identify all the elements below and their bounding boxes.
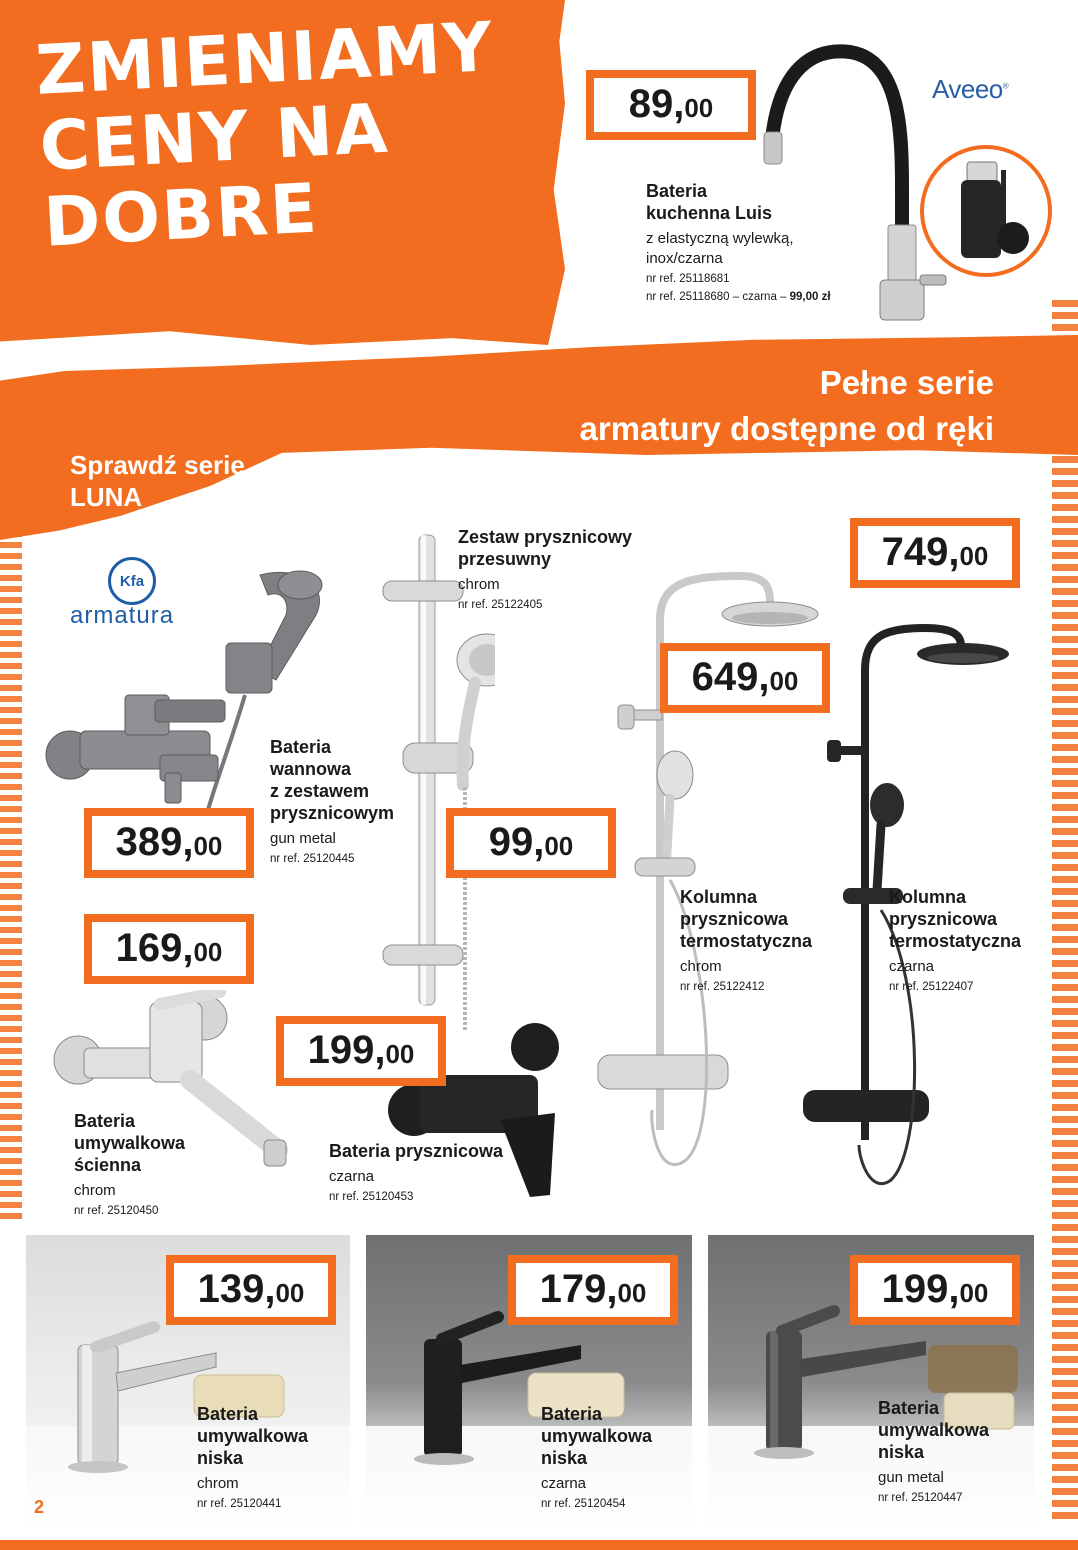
product-title-line: umywalkowa — [878, 1420, 990, 1440]
price-int: 99, — [488, 820, 545, 864]
product-wannowa — [270, 736, 440, 868]
price-tag-prysznicowa — [276, 1016, 446, 1086]
price-dec: 00 — [684, 93, 714, 123]
product-luis — [646, 180, 906, 306]
product-title — [680, 886, 840, 952]
product-title-line: Bateria — [541, 1404, 603, 1424]
left-edge-texture — [0, 520, 22, 1220]
product-ref: nr ref. 25120445 — [270, 853, 355, 865]
product-title — [74, 1110, 234, 1176]
product-title-line: Bateria — [878, 1398, 940, 1418]
price-tag-scienna — [84, 914, 254, 984]
product-variant: gun metal — [270, 830, 336, 847]
product-title-line: Bateria — [270, 737, 332, 757]
product-variant — [646, 228, 906, 270]
product-ref: nr ref. 25120441 — [197, 1498, 282, 1510]
price-int: 199, — [881, 1267, 960, 1311]
price-dec: 00 — [959, 541, 989, 571]
product-ref: nr ref. 25122407 — [889, 981, 974, 993]
photo-card-niska-czarna — [366, 1235, 692, 1531]
aveeo-logo-text: Aveeo — [932, 74, 1003, 104]
product-title-line: Kolumna — [889, 887, 967, 907]
promo-band-text — [580, 360, 994, 452]
series-callout-line-1: Sprawdź serię — [70, 450, 245, 480]
headline-line-2: CENY NA — [37, 89, 392, 187]
product-variant: czarna — [889, 958, 935, 975]
price-tag-niska-czarna — [508, 1255, 678, 1325]
price-tag-zestaw — [446, 808, 616, 878]
product-title-line: prysznicowa — [889, 909, 998, 929]
product-title — [878, 1397, 1028, 1463]
price-int: 749, — [881, 530, 960, 574]
product-niska-czarna — [541, 1403, 691, 1513]
product-kolumna-chrom — [680, 886, 840, 996]
price-dec: 00 — [193, 937, 223, 967]
product-variant: chrom — [680, 958, 722, 975]
product-title-line: wannowa — [270, 759, 352, 779]
product-niska-chrom — [197, 1403, 347, 1513]
product-title — [329, 1140, 549, 1162]
product-variant: chrom — [74, 1182, 116, 1199]
right-edge-texture — [1052, 300, 1078, 1520]
series-callout-line-2: LUNA — [70, 482, 143, 512]
product-title-line: niska — [541, 1448, 588, 1468]
price-tag-niska-chrom — [166, 1255, 336, 1325]
product-kolumna-czarna — [889, 886, 1049, 996]
product-title-line: Zestaw prysznicowy — [458, 527, 633, 547]
product-title-line: ścienna — [74, 1155, 142, 1175]
product-title-line: Kolumna — [680, 887, 758, 907]
product-title — [889, 886, 1049, 952]
product-title-line: Bateria — [646, 181, 708, 201]
product-title-line: prysznicowa — [680, 909, 789, 929]
price-dec: 00 — [617, 1278, 647, 1308]
product-niska-gun — [878, 1397, 1028, 1507]
product-variant: gun metal — [878, 1469, 944, 1486]
product-ref-alt — [646, 288, 906, 306]
product-variant: czarna — [541, 1475, 587, 1492]
product-variant: chrom — [197, 1475, 239, 1492]
product-title-line: z zestawem — [270, 781, 370, 801]
price-tag-kolumna-chrom — [660, 643, 830, 713]
product-ref: nr ref. 25118681 — [646, 273, 730, 285]
price-int: 649, — [691, 655, 770, 699]
product-title-line: prysznicowym — [270, 803, 395, 823]
price-tag-wannowa — [84, 808, 254, 878]
kfa-logo-wordmark: armatura — [70, 602, 175, 629]
product-ref: nr ref. 25120454 — [541, 1498, 626, 1510]
product-ref: nr ref. 25122412 — [680, 981, 765, 993]
product-title-line: umywalkowa — [541, 1426, 653, 1446]
product-title-line: termostatyczna — [889, 931, 1022, 951]
photo-card-niska-gun — [708, 1235, 1034, 1531]
product-title-line: termostatyczna — [680, 931, 813, 951]
price-dec: 00 — [959, 1278, 989, 1308]
photo-card-niska-chrom — [26, 1235, 350, 1531]
price-int: 89, — [628, 82, 685, 126]
price-dec: 00 — [385, 1039, 415, 1069]
price-int: 389, — [115, 820, 194, 864]
price-int: 179, — [539, 1267, 618, 1311]
product-title-line: Bateria — [197, 1404, 259, 1424]
series-callout — [70, 449, 245, 513]
price-int: 169, — [115, 926, 194, 970]
headline — [34, 7, 565, 262]
headline-line-1: ZMIENIAMY — [33, 8, 496, 111]
kitchen-faucet-detail-image — [917, 142, 1055, 280]
product-title — [270, 736, 440, 824]
price-dec: 00 — [275, 1278, 305, 1308]
product-title-line: niska — [878, 1442, 925, 1462]
product-ref: nr ref. 25122405 — [458, 599, 543, 611]
product-ref: nr ref. 25120447 — [878, 1492, 963, 1504]
price-int: 199, — [307, 1028, 386, 1072]
product-scienna — [74, 1110, 234, 1220]
price-dec: 00 — [193, 831, 223, 861]
price-dec: 00 — [769, 666, 799, 696]
product-title-line: niska — [197, 1448, 244, 1468]
promo-band-line-1: Pełne serie — [819, 364, 994, 401]
registered-mark: ® — [1002, 81, 1009, 91]
product-ref: nr ref. 25120450 — [74, 1205, 159, 1217]
product-title-line: przesuwny — [458, 549, 552, 569]
product-prysznicowa — [329, 1140, 549, 1206]
page-number: 2 — [34, 1497, 45, 1517]
product-title-line: Bateria — [74, 1111, 136, 1131]
product-title — [197, 1403, 347, 1469]
price-dec: 00 — [544, 831, 574, 861]
product-ref-alt-price: 99,00 zł — [789, 291, 831, 303]
product-ref: nr ref. 25120453 — [329, 1191, 414, 1203]
product-variant-line: inox/czarna — [646, 250, 723, 267]
product-ref-alt-text: nr ref. 25118680 – czarna – — [646, 291, 790, 303]
bottom-edge-strip — [0, 1540, 1078, 1550]
product-variant: czarna — [329, 1168, 375, 1185]
price-tag-kolumna-czarna — [850, 518, 1020, 588]
price-tag-niska-gun — [850, 1255, 1020, 1325]
product-variant: chrom — [458, 576, 500, 593]
kfa-logo-mark-text: Kfa — [119, 572, 145, 590]
product-title — [646, 180, 906, 224]
product-zestaw — [458, 526, 658, 614]
product-title-line: umywalkowa — [197, 1426, 309, 1446]
product-title-line: Bateria prysznicowa — [329, 1141, 504, 1161]
product-title-line: umywalkowa — [74, 1133, 186, 1153]
product-title — [458, 526, 658, 570]
headline-line-3: DOBRE — [41, 169, 321, 263]
price-tag-luis — [586, 70, 756, 140]
promo-band-line-2: armatury dostępne od ręki — [579, 410, 994, 447]
product-title-line: kuchenna Luis — [646, 203, 773, 223]
product-variant-line: z elastyczną wylewką, — [646, 230, 794, 247]
product-title — [541, 1403, 691, 1469]
price-int: 139, — [197, 1267, 276, 1311]
